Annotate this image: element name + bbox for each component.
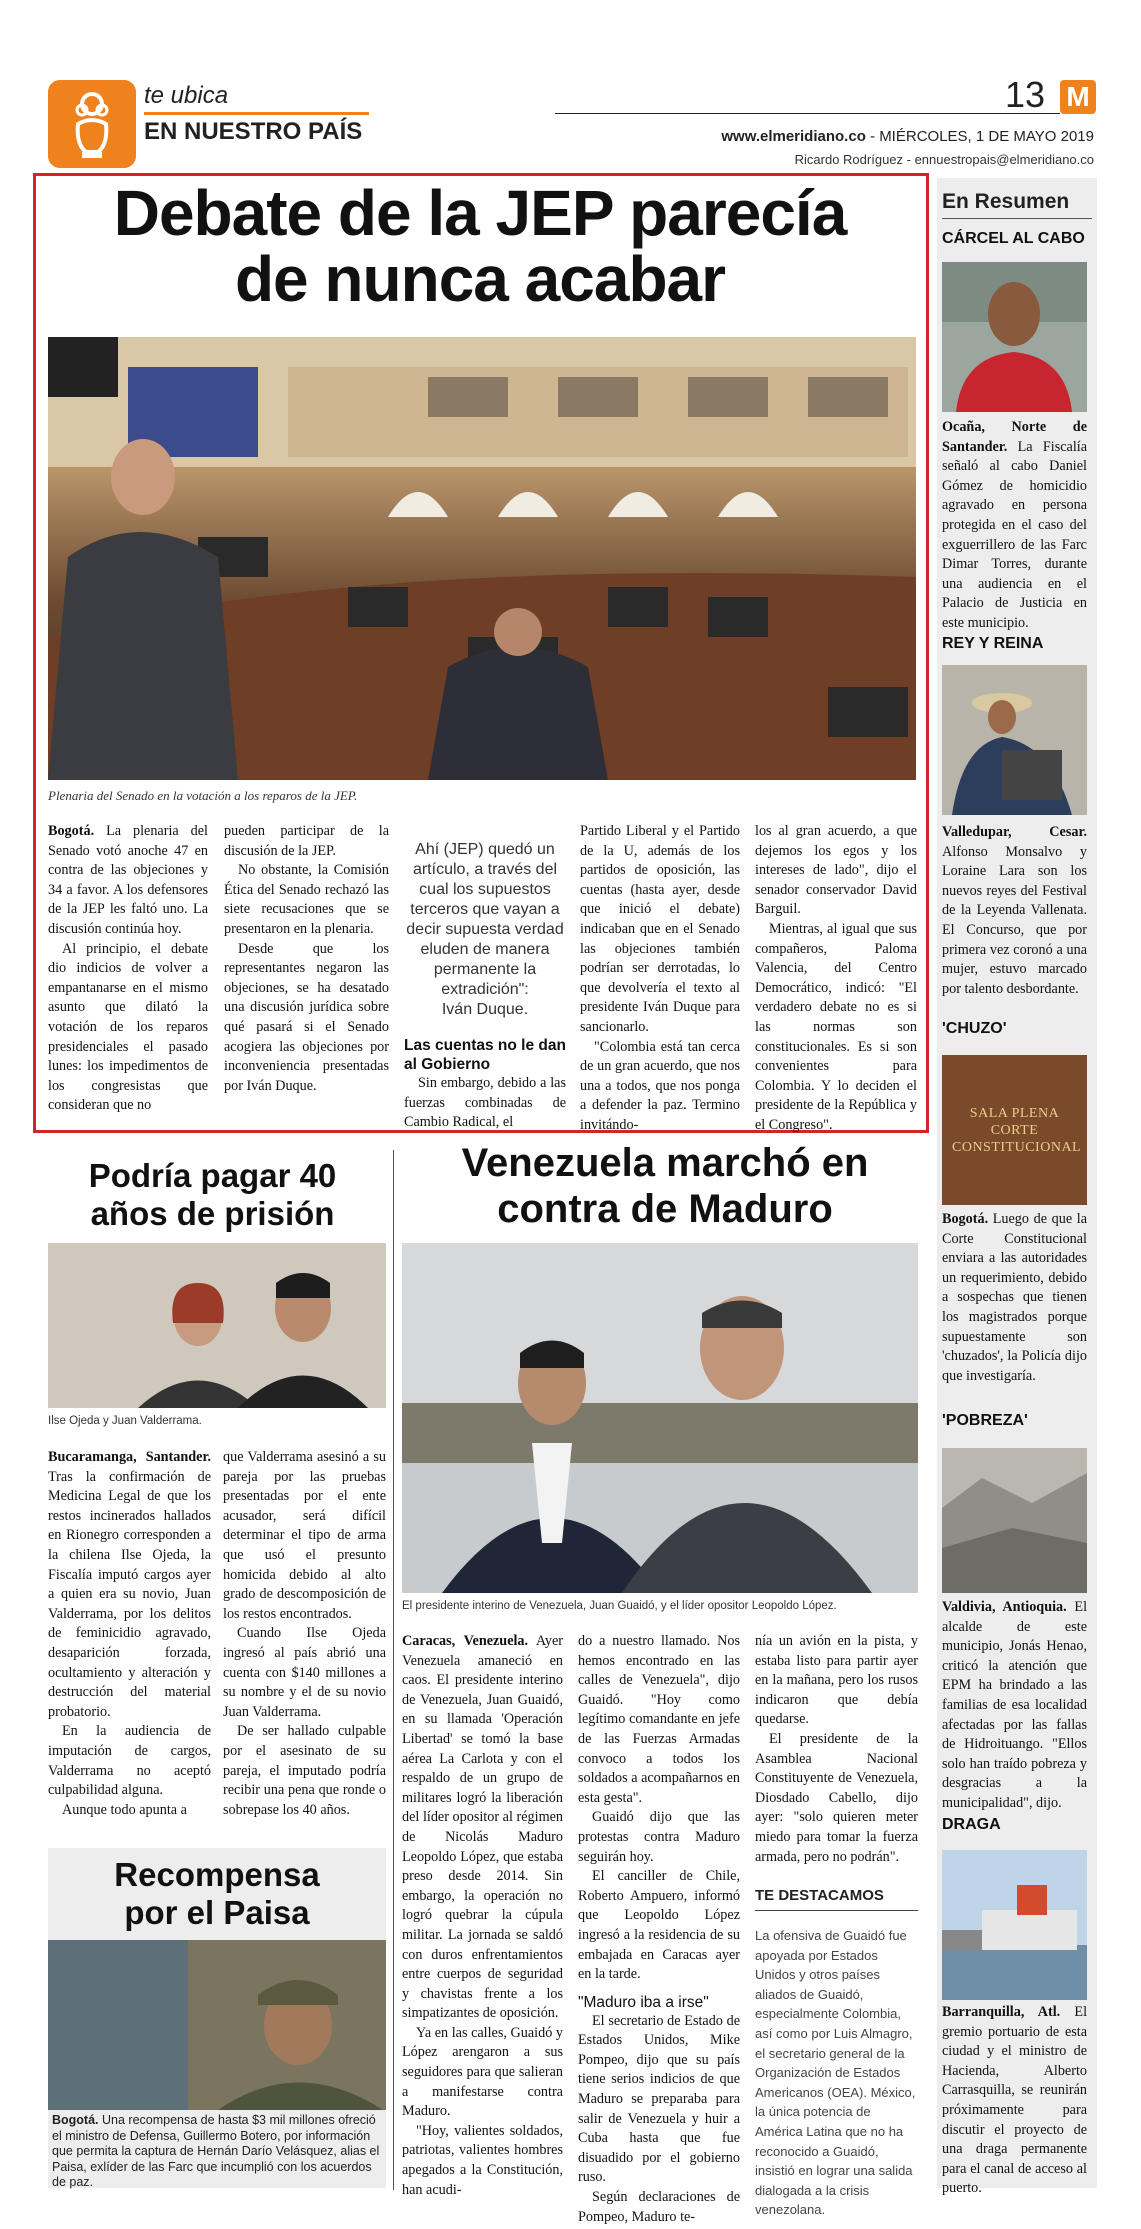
sidebar-text-5: Barranquilla, Atl. El gremio portuario de esta ciudad y el ministro de Hacienda, Alberto Carrasquilla, se reunirán próximamente para discutir el proyecto de una draga permanente para el canal de acceso al puerto. [942,2004,1088,2197]
highlight-box-title: TE DESTACAMOS [755,1887,884,1904]
logo-letter: M [1066,81,1090,112]
section-small-title: te ubica [144,82,229,109]
sidebar-photo-5 [942,1850,1087,2000]
highlight-box-text: La ofensiva de Guaidó fue apoyada por Estados Unidos y otros países aliados de Guaidó, especialmente Colombia, así como por Luis Almagro, el secretario general de la Organización de Estados Americanos (OEA). México, la única potencia de América Latina que no ha reconocido a Guaidó, insistió en lograr una salida dialogada a la crisis venezolana. [755,1928,916,2218]
edition-date: - MIÉRCOLES, 1 DE MAYO 2019 [865,128,1094,145]
sidebar-photo-1 [942,262,1087,412]
main-col-5: los al gran acuerdo, a que dejemos los egos y los intereses de lado", dijo el senador conservador David Barguil. Mientras, al igual que sus compañeros, Paloma Valencia, del Centro Democrático, indicó: "El verdadero debate no es si las normas son constitucionales. Es si son convenientes para Colombia. Y lo deciden el presidente de la República y el Congreso". [755,823,917,1133]
main-headline [40,177,920,315]
sidebar-heading-5: DRAGA [942,1816,1001,1833]
header-rule [555,113,1060,114]
sidebar-photo-4 [942,1448,1087,1593]
couple-photo [48,1243,386,1408]
pull-quote-author: Iván Duque. [441,1001,529,1018]
main-col-3: Ahí (JEP) quedó un artículo, a través del cual los supuestos terceros que vayan a decir supuesta verdad eluden de manera permanente la extradición": Iván Duque. Las cuentas no le dan al Gobierno Sin embargo, debido a las fuerzas combinadas de Cambio Radical, el [404,841,566,1131]
reward-caption: Bogotá. Una recompensa de hasta $3 mil millones ofreció el ministro de Defensa, Guillermo Botero, por información que permita la captura de Hernán Darío Velásquez, alias el Paisa, exlíder de las Farc que incumplió con los acuerdos de paz. [52,2113,380,2189]
prison-col-2: que Valderrama asesinó a su pareja por las pruebas presentadas por el ente acusador, será difícil determinar el tipo de arma que usó el presunto homicida debido al alto grado de descomposición de los restos encontrados. Cuando Ilse Ojeda ingresó al país abrió una cuenta con $140 millones a su nombre y el de su novio Juan Valderrama. De ser hallado culpable por el asesinato de su pareja, el imputado podría recibir una pena que ronde o sobrepase los 40 años. [223,1449,386,1818]
couple-photo-caption: Ilse Ojeda y Juan Valderrama. [48,1415,202,1427]
author-line: Ricardo Rodríguez - ennuestropais@elmeridiano.co [794,152,1094,167]
highlight-box-rule [755,1910,918,1911]
section-underline [144,112,369,115]
venezuela-col-2: do a nuestro llamado. Nos hemos encontrado en las calles de Venezuela", dijo Guaidó. "Hoy como legítimo comandante en jefe de las Fuerzas Armadas convoco a todos los soldados a acompañarnos en esta gesta". Guaidó dijo que las protestas contra Maduro seguirán hoy. El canciller de Chile, Roberto Ampuero, informó que Leopoldo López ingresó a la residencia de su embajada en Caracas ayer en la tarde. "Maduro iba a irse" El secretario de Estado de Estados Unidos, Mike Pompeo, dijo que su país tiene serios indicios de que Maduro se preparaba para salir de Venezuela y huir a Cuba hasta que fue disuadido por el gobierno ruso. Según declaraciones de Pompeo, Maduro te- [578,1633,740,2225]
trophy-icon [48,80,136,168]
venezuela-col-1: Caracas, Venezuela. Ayer Venezuela amaneció en caos. El presidente interino de Venezuela, Juan Guaidó, en su llamada 'Operación Libertad' se tomó la base aérea La Carlota y con el respaldo de un grupo de militares logró la liberación del líder opositor al régimen de Nicolás Maduro Leopoldo López, que estaba preso desde 2014. Sin embargo, la operación no logró quebrar la cúpula militar. La jornada se saldó con duros enfrentamientos entre cuerpos de seguridad y chavistas frente a los simpatizantes de oposición. Ya en las calles, Guaidó y López arengaron a sus seguidores para que salieran a manifestarse contra Maduro. "Hoy, valientes soldados, patriotas, valientes hombres apegados a la Constitución, han acudi- [402,1633,563,2198]
prison-headline: Podría pagar 40 años de prisión [88,1157,337,1232]
court-sign: SALA PLENA CORTE CONSTITUCIONAL [952,1106,1082,1155]
guaido-lopez-caption: El presidente interino de Venezuela, Juan Guaidó, y el líder opositor Leopoldo López. [402,1600,837,1612]
section-big-title: EN NUESTRO PAÍS [144,118,363,145]
main-col-1: Bogotá. La plenaria del Senado votó anoche 47 en contra de las objeciones y 34 a favor. A los defensores de la JEP les faltó uno. La discusión continúa hoy. Al principio, el debate dio indicios de volver a empantanarse en el mismo asunto que dilató la votación de los reparos presidenciales el pasado lunes: los impedimentos de los congresistas que consideran que no [48,823,208,1114]
prison-col-1: Bucaramanga, Santander. Tras la confirmación de Medicina Legal de que los restos incinerados hallados en Rionegro corresponden a la chilena Ilse Ojeda, la Fiscalía imputó cargos ayer a quien era su novio, Juan Valderrama, por los delitos de feminicidio agravado, desaparición forzada, ocultamiento y alteración y destrucción del material probatorio. En la audiencia de imputación de cargos, Valderrama no aceptó culpabilidad alguna. Aunque todo apunta a [48,1449,211,1818]
page-number: 13 [1005,74,1046,115]
sidebar-text-1: Ocaña, Norte de Santander. La Fiscalía señaló al cabo Daniel Gómez de homicidio agravado en persona protegida en el caso del exguerrillero de las Farc Dimar Torres, durante una audiencia en el Palacio de Justicia en este municipio. [942,419,1087,631]
senate-photo [48,337,916,780]
main-headline-line2: de nunca acabar [234,243,726,315]
sidebar-heading-2: REY Y REINA [942,635,1044,652]
main-headline-line1: Debate de la JEP parecía [113,177,847,249]
reward-headline: Recompensa por el Paisa [114,1856,320,1931]
sidebar-text-2: Valledupar, Cesar. Alfonso Monsalvo y Loraine Lara son los nuevos reyes del Festival de la Leyenda Vallenata. El Concurso, que por primera vez coronó a una mujer, estuvo marcado por talento desbordante. [942,824,1087,997]
venezuela-subhead: "Maduro iba a irse" [578,1993,709,2011]
main-subhead: Las cuentas no le dan al Gobierno [404,1037,566,1073]
pull-quote: Ahí (JEP) quedó un artículo, a través del cual los supuestos terceros que vayan a decir supuesta verdad eluden de manera permanente la extradición": Iván Duque. [406,841,564,1018]
senate-photo-caption: Plenaria del Senado en la votación a los reparos de la JEP. [48,788,358,803]
website[interactable]: www.elmeridiano.co [721,128,866,145]
guaido-lopez-photo [402,1243,918,1593]
main-dateline: Bogotá. [48,823,95,839]
column-divider [393,1150,394,2190]
sidebar-title: En Resumen [942,190,1070,213]
sidebar-photo-2 [942,665,1087,815]
sidebar-heading-1: CÁRCEL AL CABO [942,230,1085,247]
section-badge [48,80,136,168]
main-col-2: pueden participar de la discusión de la JEP. No obstante, la Comisión Ética del Senado rechazó las siete recusaciones que se presentaron en la plenaria. Desde que los representantes negaron las objeciones, se ha desatado una discusión jurídica sobre qué pasará si el Senado acogiera las objeciones por inconveniencia presentadas por Iván Duque. [224,823,389,1094]
sidebar-heading-3: 'CHUZO' [942,1020,1007,1037]
sidebar-text-4: Valdivia, Antioquia. El alcalde de este municipio, Jonás Henao, criticó la atención que EPM ha brindado a las familias de esa localidad afectadas por las fallas de Hidroituango. "Ellos solo han traído pobreza y desgracias a la municipalidad", dijo. [942,1599,1088,1811]
venezuela-headline: Venezuela marchó en contra de Maduro [461,1141,869,1231]
paisa-photo [48,1940,386,2110]
sidebar-photo-3 [942,1055,1087,1205]
sidebar-text-3: Bogotá. Luego de que la Corte Constitucional enviara a las autoridades un requerimiento, debido a sospechas que tienen los magistrados porque supuestamente son 'chuzados', la Policía dijo que investigaría. [942,1211,1087,1384]
sidebar-heading-4: 'POBREZA' [942,1412,1028,1429]
venezuela-col-3: nía un avión en la pista, y estaba listo para partir ayer en la mañana, pero los rusos indicaron que debía quedarse. El presidente de la Asamblea Nacional Constituyente de Venezuela, Diosdado Cabello, dijo ayer: "solo quieren meter miedo para tomar la fuerza armada, pero no podrán". [755,1633,918,1865]
sidebar-title-rule [942,218,1092,219]
main-col-4: Partido Liberal y el Partido de la U, además de los partidos de oposición, las cuentas (hasta ayer, desde que inició el debate) indicaban que en el Senado las objeciones también podrían ser derrotadas, lo que devolvería el texto al presidente Iván Duque para sancionarlo. "Colombia está tan cerca de un gran acuerdo, que nos una a todos, que nos ponga a defender la paz. Termino invitándo- [580,823,740,1133]
newspaper-logo [1060,80,1096,114]
header-dateline [721,128,1094,145]
